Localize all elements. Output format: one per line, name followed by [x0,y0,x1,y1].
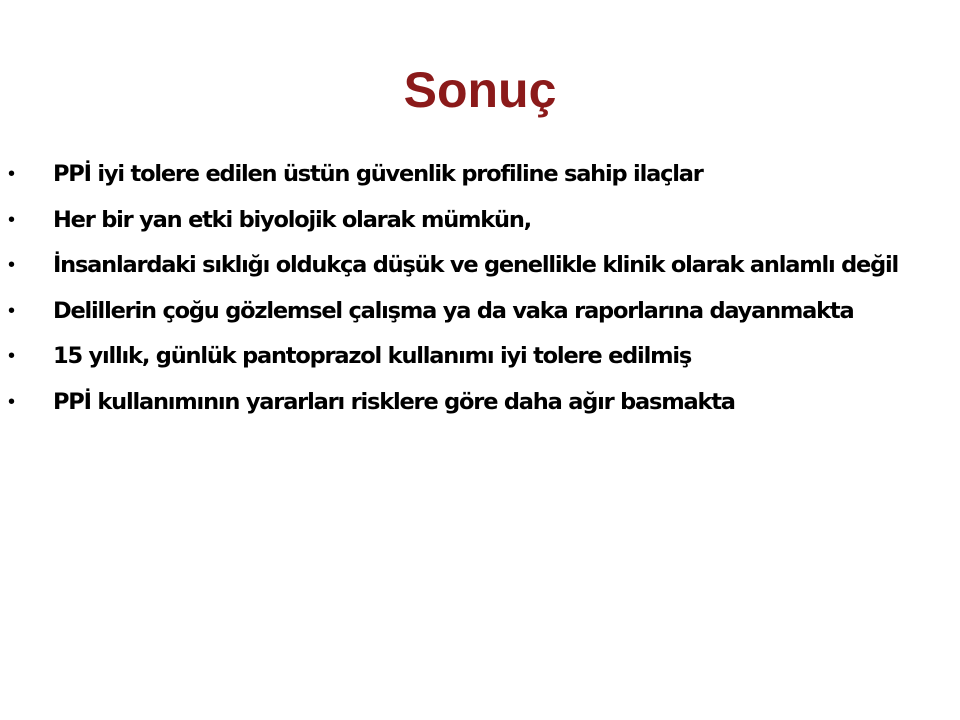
bullet-icon: • [8,345,16,367]
bullet-list [0,152,960,425]
bullet-item [0,152,960,198]
bullet-text: PPİ kullanımının yararları risklere göre daha ağır basmakta [53,388,735,415]
bullet-text: 15 yıllık, günlük pantoprazol kullanımı iyi tolere edilmiş [53,343,692,369]
bullet-icon: • [8,254,16,276]
bullet-item [0,334,960,380]
bullet-item [0,243,960,289]
bullet-text: Delillerin çoğu gözlemsel çalışma ya da vaka raporlarına dayanmakta [53,297,854,324]
slide-title: Sonuç [403,62,557,118]
bullet-icon: • [8,163,16,185]
bullet-item [0,198,960,244]
bullet-icon: • [8,299,16,322]
bullet-text: PPİ iyi tolere edilen üstün güvenlik profiline sahip ilaçlar [53,161,703,187]
bullet-item [0,380,960,426]
bullet-text: İnsanlardaki sıklığı oldukça düşük ve genellikle klinik olarak anlamlı değil [53,252,899,278]
bullet-item [0,289,960,335]
bullet-text: Her bir yan etki biyolojik olarak mümkün, [53,206,532,233]
bullet-icon: • [8,390,16,413]
bullet-icon: • [8,208,16,231]
